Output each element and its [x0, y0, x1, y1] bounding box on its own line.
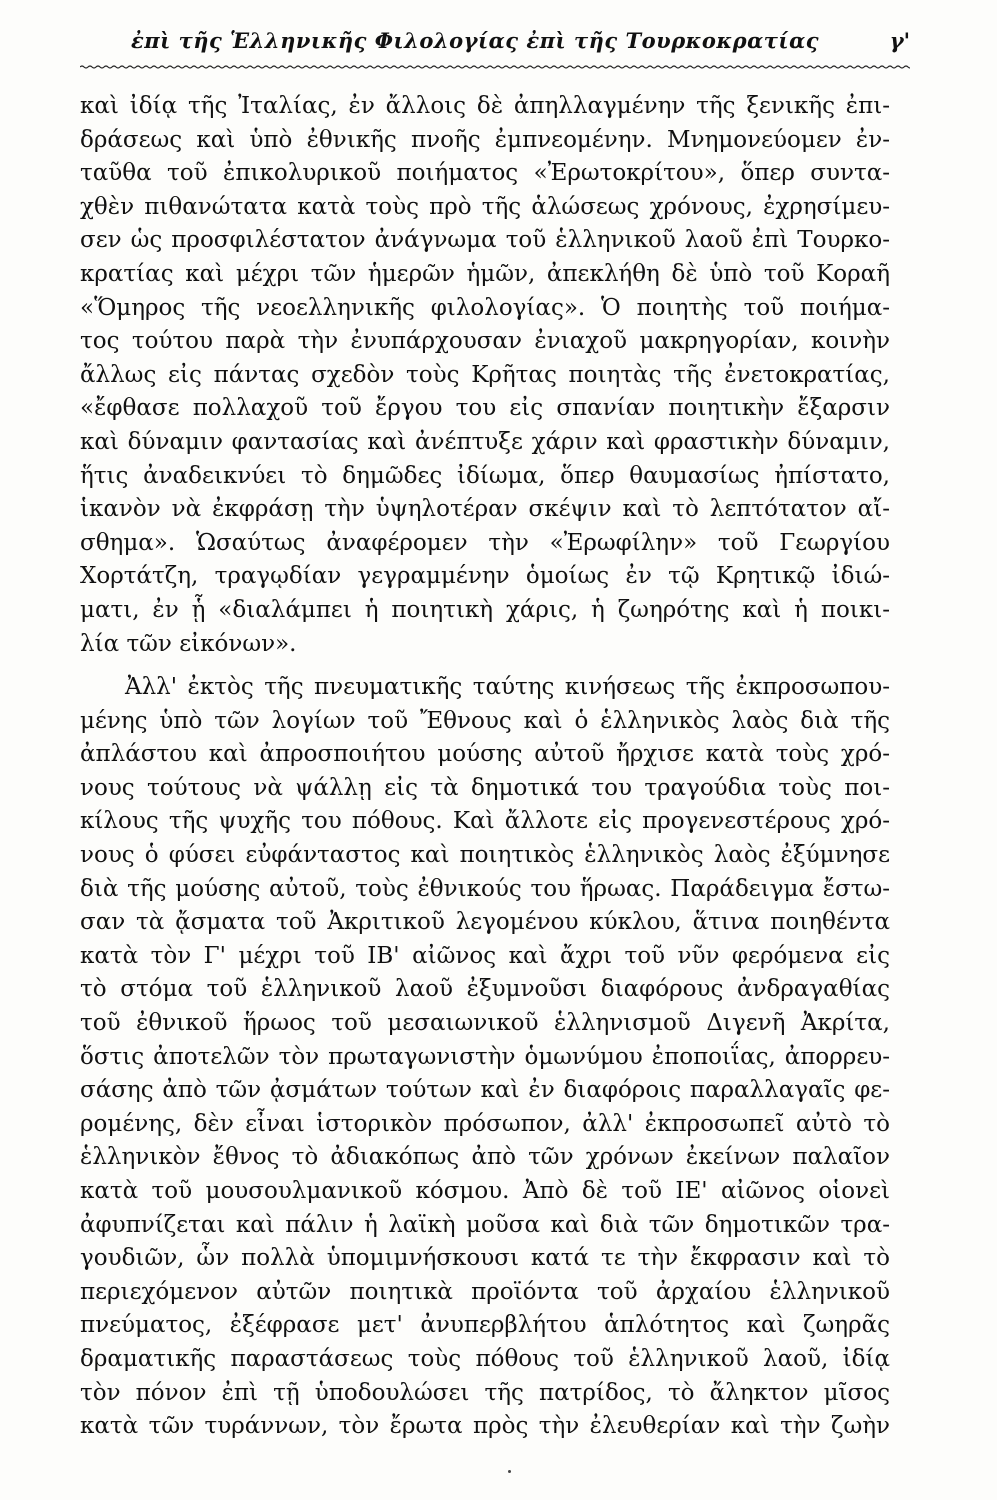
text-line: σεν ὡς προσφιλέστατον ἀνάγνωμα τοῦ ἑλληνικοῦ λαοῦ ἐπὶ Τουρκο-	[80, 227, 890, 254]
text-line: πνεύματος, ἐξέφρασε μετ' ἀνυπερβλήτου ἁπλότητος καὶ ζωηρᾶς	[80, 1312, 890, 1339]
text-line: Ἀλλ' ἐκτὸς τῆς πνευματικῆς ταύτης κινήσεως τῆς ἐκπροσωπου-	[125, 674, 890, 701]
text-line: κατὰ τὸν Γ' μέχρι τοῦ ΙΒ' αἰῶνος καὶ ἄχρι τοῦ νῦν φερόμενα εἰς	[80, 942, 890, 969]
text-line: ἑλληνικὸν ἔθνος τὸ ἀδιακόπως ἀπὸ τῶν χρόνων ἐκείνων παλαῖον	[80, 1144, 890, 1171]
running-title: ἐπὶ τῆς Ἑλληνικῆς Φιλολογίας ἐπὶ τῆς Τουρκοκρατίας	[130, 28, 820, 53]
text-line: μένης ὑπὸ τῶν λογίων τοῦ Ἔθνους καὶ ὁ ἑλληνικὸς λαὸς διὰ τῆς	[80, 707, 890, 734]
text-line: «Ὅμηρος τῆς νεοελληνικῆς φιλολογίας». Ὁ ποιητὴς τοῦ ποιήμα-	[80, 294, 890, 321]
paragraph-1	[80, 90, 890, 661]
text-line: νους τούτους νὰ ψάλλῃ εἰς τὰ δημοτικά του τραγούδια τοὺς ποι-	[80, 774, 890, 801]
text-line: περιεχόμενον αὐτῶν ποιητικὰ προϊόντα τοῦ ἀρχαίου ἑλληνικοῦ	[80, 1278, 890, 1305]
text-line: κατὰ τοῦ μουσουλμανικοῦ κόσμου. Ἀπὸ δὲ τοῦ ΙΕ' αἰῶνος οἱονεὶ	[80, 1178, 890, 1204]
text-line: «ἔφθασε πολλαχοῦ τοῦ ἔργου του εἰς σπανίαν ποιητικὴν ἔξαρσιν	[80, 395, 890, 422]
text-line: δραματικῆς παραστάσεως τοὺς πόθους τοῦ ἑλληνικοῦ λαοῦ, ἰδίᾳ	[80, 1345, 890, 1372]
text-line: σάσης ἀπὸ τῶν ᾀσμάτων τούτων καὶ ἐν διαφόροις παραλλαγαῖς φε-	[80, 1077, 890, 1104]
text-line: ὅστις ἀποτελῶν τὸν πρωταγωνιστὴν ὁμωνύμου ἐποποιΐας, ἀπορρευ-	[80, 1043, 890, 1070]
text-line: διὰ τῆς μούσης αὐτοῦ, τοὺς ἐθνικούς του ἥρωας. Παράδειγμα ἔστω-	[80, 875, 890, 902]
text-line: τὸν πόνον ἐπὶ τῇ ὑποδουλώσει τῆς πατρίδος, τὸ ἄληκτον μῖσος	[80, 1379, 890, 1406]
text-line: χθὲν πιθανώτατα κατὰ τοὺς πρὸ τῆς ἁλώσεως χρόνους, ἐχρησίμευ-	[80, 193, 890, 220]
text-line: γουδιῶν, ὧν πολλὰ ὑπομιμνήσκουσι κατά τε τὴν ἔκφρασιν καὶ τὸ	[80, 1245, 890, 1272]
text-line: Χορτάτζη, τραγῳδίαν γεγραμμένην ὁμοίως ἐν τῷ Κρητικῷ ἰδιώ-	[80, 563, 890, 590]
paragraph-2	[80, 671, 890, 1444]
wavy-header-rule	[80, 64, 910, 70]
text-line: καὶ ἰδίᾳ τῆς Ἰταλίας, ἐν ἄλλοις δὲ ἀπηλλαγμένην τῆς ξενικῆς ἐπι-	[80, 93, 890, 119]
text-line: σαν τὰ ᾄσματα τοῦ Ἀκριτικοῦ λεγομένου κύκλου, ἅτινα ποιηθέντα	[80, 909, 890, 936]
text-line: καὶ δύναμιν φαντασίας καὶ ἀνέπτυξε χάριν καὶ φραστικὴν δύναμιν,	[80, 428, 890, 455]
text-line: δράσεως καὶ ὑπὸ ἐθνικῆς πνοῆς ἐμπνεομένην. Μνημονεύομεν ἐν-	[80, 126, 890, 153]
text-line: ἄλλως εἰς πάντας σχεδὸν τοὺς Κρῆτας ποιητὰς τῆς ἐνετοκρατίας,	[80, 361, 890, 388]
page-number: γ'	[889, 28, 910, 53]
running-header	[80, 28, 910, 58]
ink-speck	[508, 1470, 511, 1473]
body-text	[80, 90, 890, 1444]
text-line: ταῦθα τοῦ ἐπικολυρικοῦ ποιήματος «Ἐρωτοκρίτου», ὅπερ συντα-	[80, 160, 890, 187]
text-line: ματι, ἐν ᾗ «διαλάμπει ἡ ποιητικὴ χάρις, ἡ ζωηρότης καὶ ἡ ποικι-	[80, 596, 890, 623]
text-line: κρατίας καὶ μέχρι τῶν ἡμερῶν ἡμῶν, ἀπεκλήθη δὲ ὑπὸ τοῦ Κοραῆ	[80, 260, 890, 287]
wavy-rule-line	[80, 64, 910, 70]
text-line: κατὰ τῶν τυράννων, τὸν ἔρωτα πρὸς τὴν ἐλευθερίαν καὶ τὴν ζωὴν	[80, 1413, 890, 1440]
text-line: τὸ στόμα τοῦ ἑλληνικοῦ λαοῦ ἐξυμνοῦσι διαφόρους ἀνδραγαθίας	[80, 976, 890, 1003]
text-line: νους ὁ φύσει εὐφάνταστος καὶ ποιητικὸς ἑλληνικὸς λαὸς ἐξύμνησε	[80, 842, 890, 869]
text-line: ἀπλάστου καὶ ἀπροσποιήτου μούσης αὐτοῦ ἤρχισε κατὰ τοὺς χρό-	[80, 741, 890, 768]
text-line: ἱκανὸν νὰ ἐκφράσῃ τὴν ὑψηλοτέραν σκέψιν καὶ τὸ λεπτότατον αἴ-	[80, 496, 890, 523]
text-line: κίλους τῆς ψυχῆς του πόθους. Καὶ ἄλλοτε εἰς προγενεστέρους χρό-	[80, 808, 890, 835]
text-line: λία τῶν εἰκόνων».	[80, 630, 297, 657]
text-line: ρομένης, δὲν εἶναι ἱστορικὸν πρόσωπον, ἀλλ' ἐκπροσωπεῖ αὐτὸ τὸ	[80, 1110, 890, 1137]
text-line: τος τούτου παρὰ τὴν ἐνυπάρχουσαν ἐνιαχοῦ μακρηγορίαν, κοινὴν	[80, 328, 890, 355]
text-line: σθημα». Ὡσαύτως ἀναφέρομεν τὴν «Ἐρωφίλην» τοῦ Γεωργίου	[80, 529, 890, 556]
text-line: τοῦ ἐθνικοῦ ἥρωος τοῦ μεσαιωνικοῦ ἑλληνισμοῦ Διγενῆ Ἀκρίτα,	[80, 1010, 890, 1037]
text-line: ἥτις ἀναδεικνύει τὸ δημῶδες ἰδίωμα, ὅπερ θαυμασίως ἠπίστατο,	[80, 462, 890, 489]
text-line: ἀφυπνίζεται καὶ πάλιν ἡ λαϊκὴ μοῦσα καὶ διὰ τῶν δημοτικῶν τρα-	[80, 1211, 890, 1238]
